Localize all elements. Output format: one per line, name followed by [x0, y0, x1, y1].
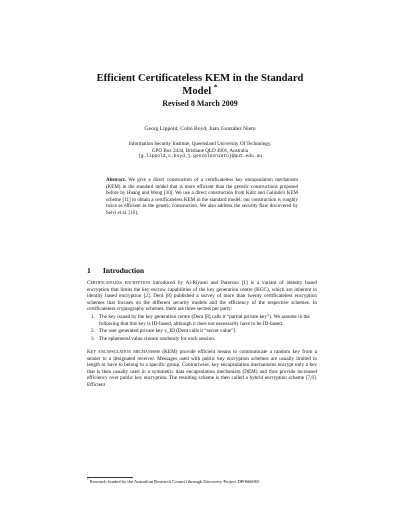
intro-paragraph-2 [87, 349, 317, 388]
list-marker: 3. [91, 335, 95, 342]
affiliation [60, 141, 340, 161]
kem-lead-term: Key encapsulation mechanisms [87, 349, 161, 355]
affiliation-email: {g.lippold,c.boyd,j.gonzaleznieto}@qut.edu.au [137, 154, 263, 160]
title-footnote-mark: * [213, 82, 218, 92]
footnote-text: Research funded by the Australian Research Council through Discovery Project DP0666065 [89, 479, 260, 484]
list-marker: 2. [91, 328, 95, 335]
footnote [87, 479, 317, 485]
list-item-text: The key issued by the key generation centre (Dent [8] calls it “partial private key”). We assume in the following that this key is ID-based, although it does not necessarily have to be ID-based. [99, 314, 310, 327]
intro-paragraph-1 [87, 280, 317, 313]
intro-lead-term: Certificateless encryption [87, 280, 150, 286]
list-item [87, 314, 317, 327]
footnote-mark: * [87, 477, 89, 482]
abstract-text: We give a direct construction of a certificateless key encapsulation mechanism (KEM) in the standard model that is more efficient than the generic constructions proposed before by Huang and Wong [10]. We use a direct construction from Kiltz and Galindo's KEM scheme [11] to obtain a certificateless KEM in the standard model; our construction is roughly twice as efficient as the generic construction. We also address the security flaw discovered by Selvi et al. [16]. [106, 178, 298, 216]
affiliation-line-2: GPO Box 2434, Brisbane QLD 4001, Australia [151, 147, 249, 154]
list-marker: 1. [91, 314, 95, 320]
abstract-label: Abstract. [106, 178, 126, 183]
list-item [87, 336, 317, 343]
section-number: 1 [87, 266, 91, 275]
affiliation-line-1: Information Security Institute, Queensland University Of Technology, [128, 141, 272, 147]
authors: Georg Lippold, Colin Boyd, Juan González Nieto [144, 126, 256, 132]
title-line-2: Model [182, 86, 212, 97]
paper-title [60, 72, 340, 98]
title-line-1: Efficient Certificateless KEM in the Standard [96, 73, 304, 84]
intro-paragraph-1-text: introduced by Al-Riyami and Paterson [1] is a variant of identity based encryption that limits the key escrow capabilities of the key generation centre (KGC), which are inherent in identity based encryption [2]. Dent [8] published a survey of more than twenty certificateless encryption schemes that focuses on the different security models and the efficiency of the respective schemes. In certificateless cryptography schemes, there are three secrets per party: [87, 280, 317, 313]
section-title: Introduction [102, 266, 145, 275]
list-item-text: The ephemeral value chosen randomly for each session. [99, 335, 216, 342]
abstract [106, 178, 298, 218]
list-item-text: The user generated private key x_ID (Dent calls it “secret value”). [99, 328, 237, 335]
list-item [87, 328, 317, 335]
secrets-list [87, 314, 317, 343]
section-heading [87, 266, 317, 275]
revision-date: Revised 8 March 2009 [162, 99, 238, 108]
footnote-rule [87, 477, 133, 478]
intro-paragraph-2-text: (KEM) provide efficient means to communicate a random key from a sender to a designated receiver. Messages used with public key encryption schemes are usually limited in length or have to belong to a specific group. Contrariwise, key encapsulation mechanisms encrypt only a key that is then usually used in a symmetric data encapsulation mechanism (DEM) and thus provide increased efficiency over public key encryption. The resulting scheme is then called a hybrid encryption scheme [7,6]. Efficient [87, 349, 317, 388]
